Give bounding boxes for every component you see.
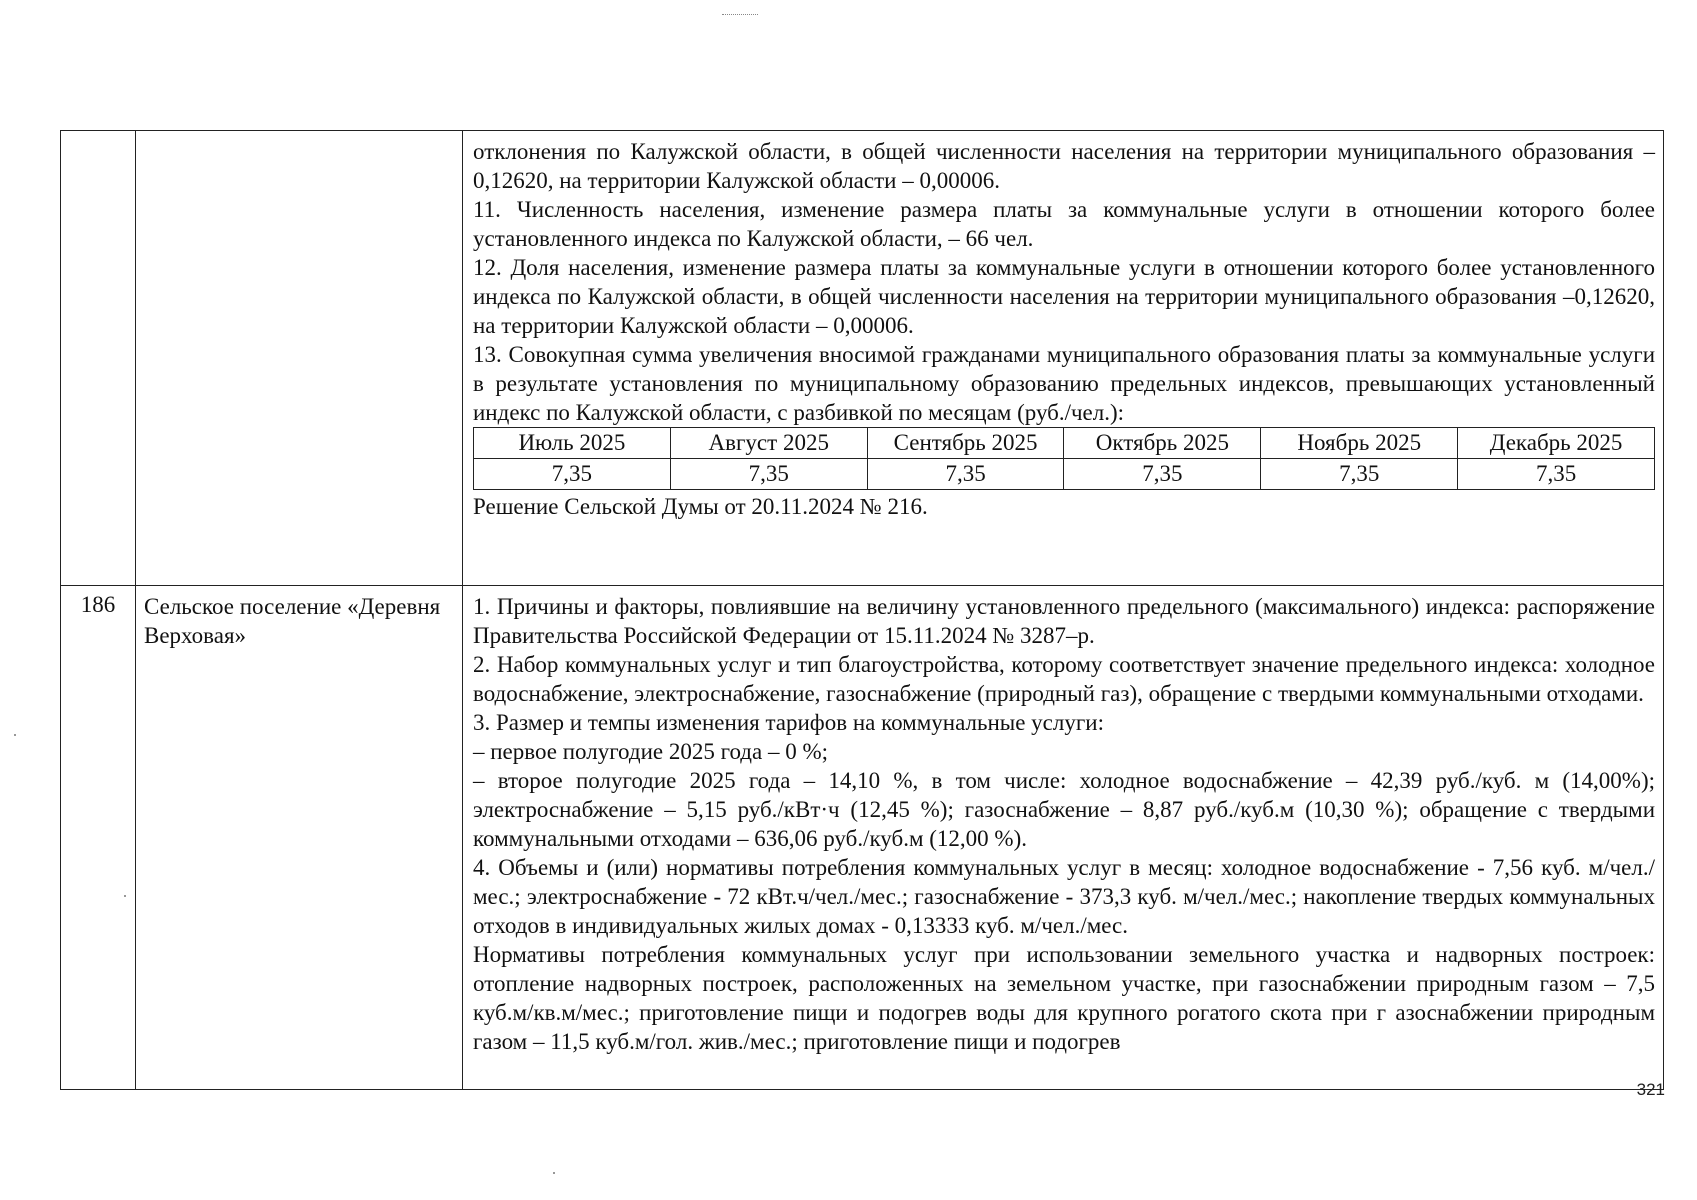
paragraph-second-half: – второе полугодие 2025 года – 14,10 %, в том числе: холодное водоснабжение – 42,39 руб./куб. м (14,00%); электроснабжение – 5,15 руб./кВт·ч (12,45 %); газоснабжение – 8,87 руб./куб.м (10,30 %); обращение с твердыми коммунальными отходами – 636,06 руб./куб.м (12,00 %). (473, 768, 1655, 851)
month-value: 7,35 (474, 459, 671, 490)
month-value: 7,35 (670, 459, 867, 490)
paragraph-item-1: 1. Причины и факторы, повлиявшие на величину установленного предельного (максимального) индекса: распоряжение Правительства Российской Федерации от 15.11.2024 № 3287–р. (473, 594, 1655, 648)
table-row-186 (61, 586, 1664, 1090)
row-number-cell: 186 (61, 586, 136, 1090)
month-value: 7,35 (1261, 459, 1458, 490)
month-value: 7,35 (867, 459, 1064, 490)
paragraph-item-2: 2. Набор коммунальных услуг и тип благоустройства, которому соответствует значение предельного индекса: холодное водоснабжение, электроснабжение, газоснабжение (природный газ), обращение с твердыми коммунальными отходами. (473, 652, 1655, 706)
page-number: 321 (1636, 1080, 1665, 1099)
paragraph-first-half: – первое полугодие 2025 года – 0 %; (473, 739, 829, 764)
paragraph-land-norms: Нормативы потребления коммунальных услуг при использовании земельного участка и надворных построек: отопление надворных построек, расположенных на земельном участке, при газоснабжении природным газом – 7,5 куб.м/кв.м/мес.; приготовление пищи и подогрев воды для крупного рогатого скота при г азоснабжении природным газом – 11,5 куб.м/гол. жив./мес.; приготовление пищи и подогрев (473, 942, 1655, 1054)
month-header: Октябрь 2025 (1064, 428, 1261, 459)
monthly-increase-table (473, 427, 1655, 490)
scan-speck (553, 1172, 555, 1174)
month-value: 7,35 (1064, 459, 1261, 490)
document-table (60, 130, 1664, 1090)
month-value: 7,35 (1458, 459, 1655, 490)
scan-artifact-mark (722, 14, 758, 16)
municipality-name-cell (136, 131, 463, 586)
month-header: Декабрь 2025 (1458, 428, 1655, 459)
table-row-continuation (61, 131, 1664, 586)
decision-reference: Решение Сельской Думы от 20.11.2024 № 216. (473, 494, 928, 519)
month-header: Июль 2025 (474, 428, 671, 459)
row-description-cell (463, 131, 1664, 586)
municipality-name-cell: Сельское поселение «Деревня Верховая» (136, 586, 463, 1090)
scan-speck (124, 895, 126, 897)
month-header: Ноябрь 2025 (1261, 428, 1458, 459)
scan-speck (14, 734, 16, 736)
paragraph-item-13: 13. Совокупная сумма увеличения вносимой гражданами муниципального образования платы за коммунальные услуги в результате установления по муниципальному образованию предельных индексов, превышающих установленный индекс по Калужской области, с разбивкой по месяцам (руб./чел.): (473, 342, 1655, 425)
values-row (474, 459, 1655, 490)
paragraph-item-4: 4. Объемы и (или) нормативы потребления коммунальных услуг в месяц: холодное водоснабжение - 7,56 куб. м/чел./мес.; электроснабжение - 72 кВт.ч/чел./мес.; газоснабжение - 373,3 куб. м/чел./мес.; накопление твердых коммунальных отходов в индивидуальных жилых домах - 0,13333 куб. м/чел./мес. (473, 855, 1655, 938)
row-number-cell (61, 131, 136, 586)
month-header: Август 2025 (670, 428, 867, 459)
month-header: Сентябрь 2025 (867, 428, 1064, 459)
months-header-row (474, 428, 1655, 459)
paragraph-deviation-share: отклонения по Калужской области, в общей численности населения на территории муниципального образования – 0,12620, на территории Калужской области – 0,00006. (473, 139, 1655, 193)
paragraph-item-3: 3. Размер и темпы изменения тарифов на коммунальные услуги: (473, 710, 1104, 735)
paragraph-item-11: 11. Численность населения, изменение размера платы за коммунальные услуги в отношении которого более установленного индекса по Калужской области, – 66 чел. (473, 197, 1655, 251)
row-description-cell (463, 586, 1664, 1090)
paragraph-item-12: 12. Доля населения, изменение размера платы за коммунальные услуги в отношении которого более установленного индекса по Калужской области, в общей численности населения на территории муниципального образования –0,12620, на территории Калужской области – 0,00006. (473, 255, 1655, 338)
